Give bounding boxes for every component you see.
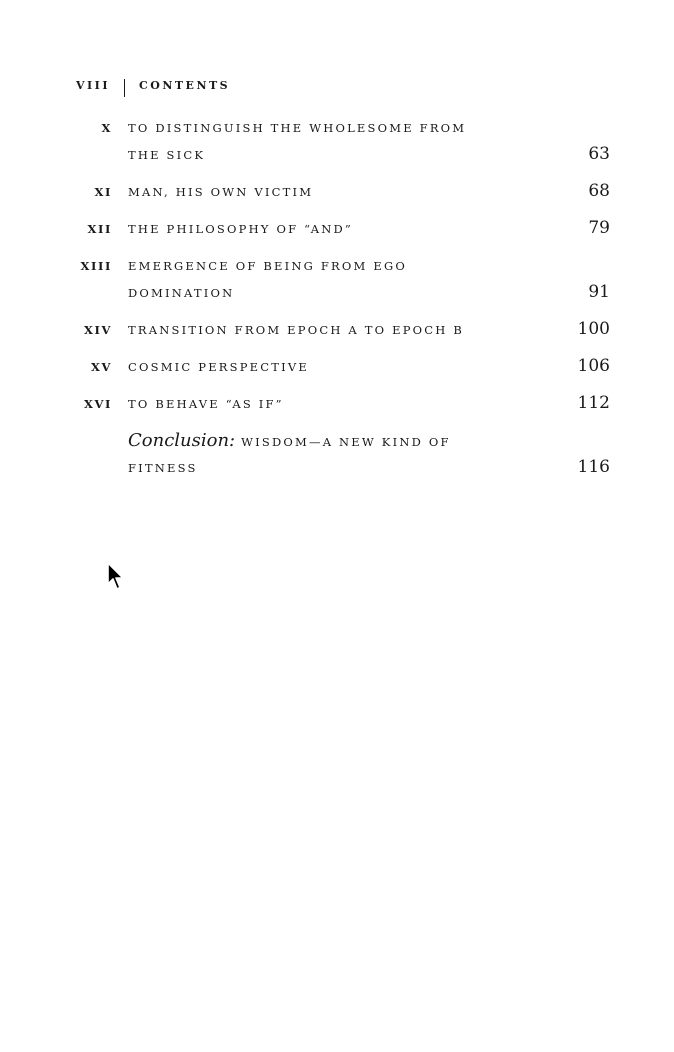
page-number: 106: [577, 356, 610, 376]
chapter-numeral: XVI: [83, 397, 112, 411]
chapter-title: [128, 283, 234, 303]
toc-entry-line: [76, 319, 612, 346]
section-title: CONTENTS: [138, 78, 231, 92]
chapter-title: [128, 320, 464, 340]
toc-entry-line: [76, 282, 612, 309]
toc-entry-line: [76, 356, 612, 383]
toc-entry-line: [76, 144, 612, 171]
mouse-pointer-icon: [106, 562, 126, 592]
chapter-numeral: XI: [94, 185, 112, 199]
page-number: 100: [577, 319, 610, 339]
toc-entry-line: [76, 117, 612, 144]
page-numeral: VIII: [76, 78, 110, 92]
page-number: 112: [577, 393, 610, 413]
chapter-numeral: XIV: [83, 323, 112, 337]
toc-entry-line: [76, 181, 612, 208]
toc-entry: [76, 181, 612, 208]
chapter-numeral: XV: [90, 360, 112, 374]
toc-entry: [76, 117, 612, 171]
page-number: 79: [588, 218, 610, 238]
toc-entry: [76, 255, 612, 309]
toc-entry-line: [76, 457, 612, 484]
table-of-contents: [76, 117, 612, 494]
toc-entry-line: [76, 430, 612, 457]
chapter-title-text: WISDOM—A NEW KIND OF: [241, 435, 451, 449]
toc-entry-line: [76, 255, 612, 282]
chapter-title-text: MAN, HIS OWN VICTIM: [128, 185, 314, 199]
chapter-title-text: THE PHILOSOPHY OF “AND”: [128, 222, 353, 236]
chapter-title-text: TRANSITION FROM EPOCH A TO EPOCH B: [128, 323, 465, 337]
chapter-title-text: COSMIC PERSPECTIVE: [128, 360, 309, 374]
chapter-title: [128, 431, 451, 452]
toc-entry-line: [76, 393, 612, 420]
chapter-title: [128, 357, 309, 377]
chapter-title: [128, 145, 205, 165]
toc-entry: [76, 393, 612, 420]
page-number: 63: [588, 144, 610, 164]
chapter-title: [128, 394, 284, 414]
chapter-title: [128, 256, 407, 276]
page-number: 91: [588, 282, 610, 302]
toc-entry: [76, 218, 612, 245]
toc-entry: [76, 319, 612, 346]
chapter-title-prefix: Conclusion:: [128, 430, 236, 451]
header-divider: [124, 79, 125, 97]
chapter-title-text: THE SICK: [128, 148, 206, 162]
page-header: [76, 75, 230, 95]
toc-entry: [76, 430, 612, 484]
chapter-title-text: TO DISTINGUISH THE WHOLESOME FROM: [128, 121, 467, 135]
toc-entry-line: [76, 218, 612, 245]
page-number: 116: [577, 457, 610, 477]
page-number: 68: [588, 181, 610, 201]
toc-entry: [76, 356, 612, 383]
chapter-title: [128, 182, 313, 202]
chapter-title: [128, 458, 198, 478]
chapter-title: [128, 219, 353, 239]
chapter-title-text: DOMINATION: [128, 286, 235, 300]
chapter-numeral: XII: [87, 222, 112, 236]
chapter-numeral: XIII: [80, 259, 112, 273]
chapter-title-text: FITNESS: [128, 461, 198, 475]
chapter-title-text: TO BEHAVE “AS IF”: [128, 397, 284, 411]
chapter-title-text: EMERGENCE OF BEING FROM EGO: [128, 259, 407, 273]
chapter-numeral: X: [101, 121, 112, 135]
chapter-title: [128, 118, 466, 138]
